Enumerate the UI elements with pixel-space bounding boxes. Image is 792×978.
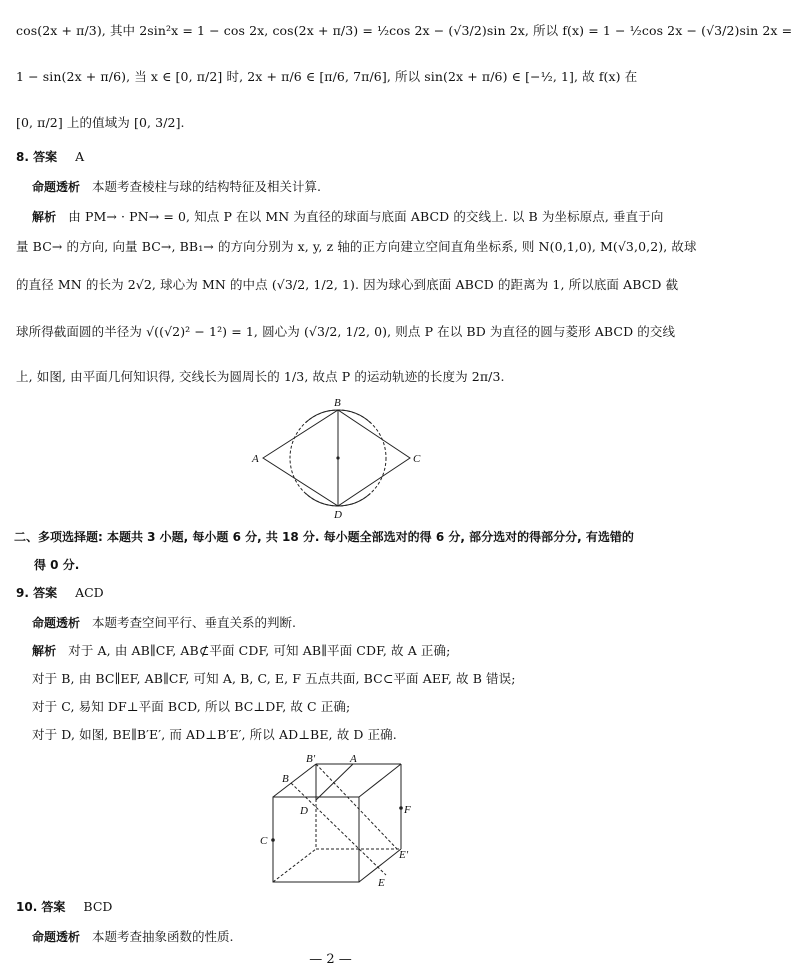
- q9-analysis: [0, 614, 693, 632]
- text-line: [0, π/2] 上的值域为 [0, 3/2].: [16, 115, 185, 130]
- label-b-prime: B′: [306, 753, 316, 765]
- q8-header: [0, 148, 677, 166]
- solution-label: 解析: [32, 644, 57, 658]
- label-e: E: [378, 877, 385, 889]
- text-line: cos(2x + π/3), 其中 2sin²x = 1 − cos 2x, cos(2x + π/3) = ½cos 2x − (√3/2)sin 2x, 所以 f(x) = 1 − ½cos 2x − (√3/2)sin 2x =: [16, 23, 792, 38]
- section-title-cont: 得 0 分.: [34, 558, 80, 572]
- q8-analysis: [0, 178, 693, 196]
- label-b: B: [334, 397, 341, 409]
- label-c: C: [260, 835, 268, 847]
- label-b: B: [282, 773, 289, 785]
- cube-edge: [273, 764, 316, 797]
- q10-answer: BCD: [83, 899, 113, 914]
- text-line: 球所得截面圆的半径为 √((√2)² − 1²) = 1, 圆心为 (√3/2, 1/2, 0), 则点 P 在以 BD 为直径的圆与菱形 ABCD 的交线: [16, 324, 676, 339]
- q8-answer: A: [75, 149, 85, 164]
- text-line: 量 BC→ 的方向, 向量 BC→, BB₁→ 的方向分别为 x, y, z 轴的正方向建立空间直角坐标系, 则 N(0,1,0), M(√3,0,2), 故球: [16, 239, 697, 254]
- point-f: [399, 806, 403, 810]
- page-number: — 2 —: [309, 952, 352, 967]
- label-a: A: [350, 753, 357, 765]
- analysis-label: 命题透析: [32, 616, 81, 630]
- text-line: 的直径 MN 的长为 2√2, 球心为 MN 的中点 (√3/2, 1/2, 1). 因为球心到底面 ABCD 的距离为 1, 所以底面 ABCD 截: [16, 277, 679, 292]
- analysis-text: 本题考查空间平行、垂直关系的判断.: [92, 615, 296, 630]
- text-line: 上, 如图, 由平面几何知识得, 交线长为圆周长的 1/3, 故点 P 的运动轨迹的长度为 2π/3.: [16, 369, 505, 384]
- center-point: [336, 456, 339, 459]
- text-line: 对于 D, 如图, BE∥B′E′, 而 AD⊥B′E′, 所以 AD⊥BE, 故 D 正确.: [32, 727, 397, 742]
- analysis-text: 本题考查棱柱与球的结构特征及相关计算.: [92, 179, 321, 194]
- q8-solution-line: [0, 208, 693, 226]
- analysis-label: 命题透析: [32, 930, 81, 944]
- q9-number: 9. 答案: [16, 586, 58, 600]
- cube-hidden-edge: [273, 849, 316, 882]
- label-d: D: [334, 509, 342, 521]
- cube-figure: [258, 752, 418, 890]
- point-c: [271, 838, 275, 842]
- q10-header: [0, 898, 677, 916]
- solution-label: 解析: [32, 210, 57, 224]
- q9-solution-line: [0, 642, 693, 660]
- label-e-prime: E′: [399, 849, 409, 861]
- text-line: 对于 B, 由 BC∥EF, AB∥CF, 可知 A, B, C, E, F 五点共面, BC⊂平面 AEF, 故 B 错误;: [32, 671, 516, 686]
- q9-answer: ACD: [75, 585, 104, 600]
- text-line: 对于 C, 易知 DF⊥平面 BCD, 所以 BC⊥DF, 故 C 正确;: [32, 699, 351, 714]
- segment-b-prime-e-prime: [316, 764, 398, 850]
- analysis-label: 命题透析: [32, 180, 81, 194]
- label-c: C: [413, 453, 421, 465]
- label-d: D: [300, 805, 308, 817]
- text-line: 1 − sin(2x + π/6), 当 x ∈ [0, π/2] 时, 2x + π/6 ∈ [π/6, 7π/6], 所以 sin(2x + π/6) ∈ [−½, 1], 故 f(x) 在: [16, 69, 638, 84]
- label-f: F: [404, 804, 411, 816]
- q9-header: [0, 584, 677, 602]
- q10-number: 10. 答案: [16, 900, 66, 914]
- section-title: 二、多项选择题: 本题共 3 小题, 每小题 6 分, 共 18 分. 每小题全部选对的得 6 分, 部分选对的得部分分, 有选错的: [14, 530, 634, 544]
- cube-edge: [359, 764, 401, 797]
- analysis-text: 本题考查抽象函数的性质.: [92, 929, 234, 944]
- q8-number: 8. 答案: [16, 150, 58, 164]
- q10-analysis: [0, 928, 693, 946]
- label-a: A: [252, 453, 259, 465]
- solution-text: 由 PM→ · PN→ = 0, 知点 P 在以 MN 为直径的球面与底面 ABCD 的交线上. 以 B 为坐标原点, 垂直于向: [68, 209, 664, 224]
- solution-text: 对于 A, 由 AB∥CF, AB⊄平面 CDF, 可知 AB∥平面 CDF, 故 A 正确;: [68, 643, 451, 658]
- rhombus-circle-figure: [248, 397, 428, 521]
